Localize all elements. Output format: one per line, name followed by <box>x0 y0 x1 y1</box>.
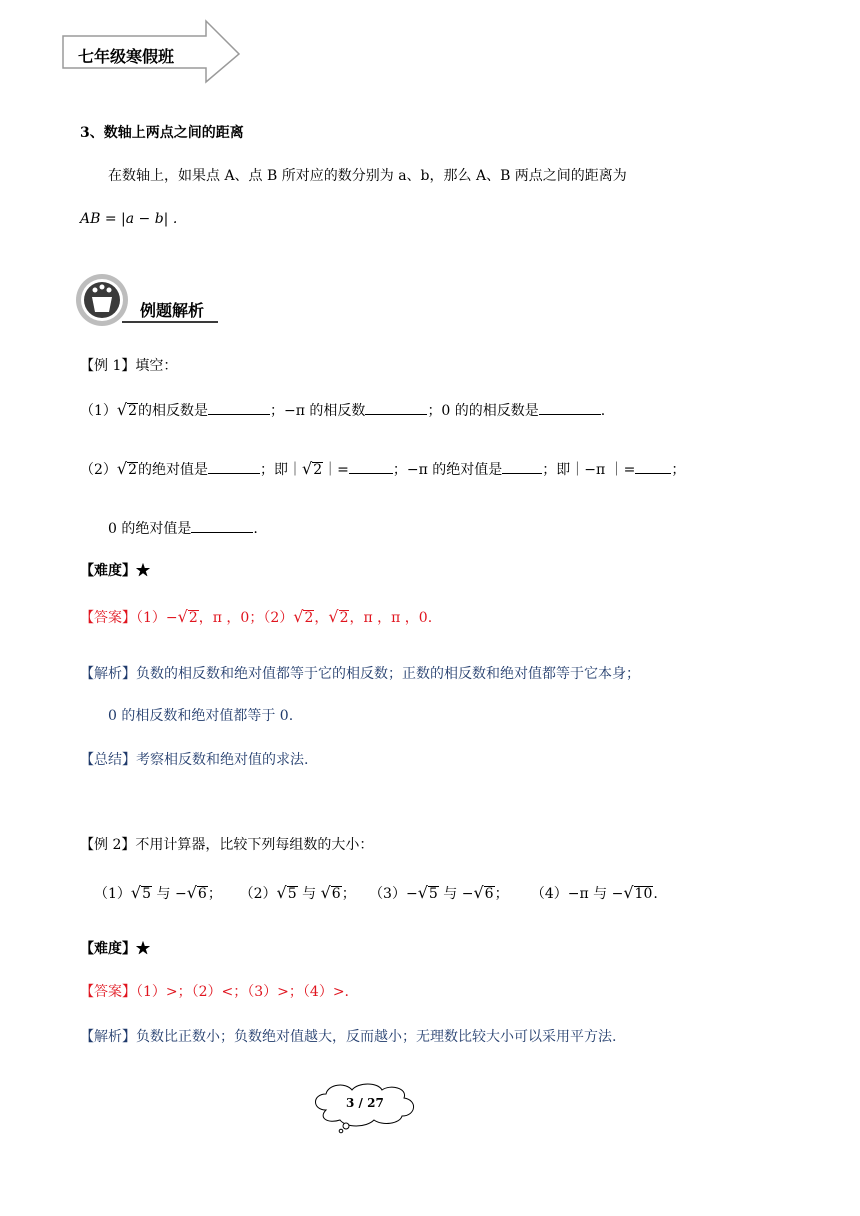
example1-difficulty <box>80 560 150 580</box>
summary-text: 考察相反数和绝对值的求法. <box>136 752 309 768</box>
q2-line2-end: . <box>253 521 258 537</box>
answer-blank <box>349 461 393 474</box>
q2-end: ； <box>671 462 686 478</box>
example1-label: 【例 1】 <box>80 358 136 374</box>
example1-analysis-line2: 0 的相反数和绝对值都等于 0. <box>108 708 294 724</box>
q1-prefix: （1） <box>80 403 117 419</box>
difficulty-label: 【难度】 <box>80 563 136 579</box>
answer-blank <box>502 461 542 474</box>
example1-prompt: 填空： <box>135 358 178 374</box>
example2-answer <box>80 981 349 1001</box>
answer-blank <box>365 402 427 415</box>
q1-end: . <box>600 403 606 419</box>
star-icon: ★ <box>136 941 150 957</box>
answer-label: 【答案】 <box>80 984 136 1000</box>
example1-q2 <box>80 459 685 479</box>
answer-part3: ， <box>314 610 329 626</box>
example1-q2-line2 <box>108 518 258 538</box>
answer-text: （1）>；（2）<；（3）>；（4）>. <box>136 984 350 1000</box>
answer-blank <box>635 461 671 474</box>
page-number: 3 / 27 <box>346 1096 384 1110</box>
answer-part4: ，π ，π ，0. <box>349 610 433 626</box>
example1-heading <box>80 355 177 375</box>
q2-text-c: ｜= <box>323 462 349 478</box>
example2-heading <box>80 834 373 854</box>
sqrt-symbol: √2 <box>116 400 138 419</box>
q2-text-b: ；即｜ <box>260 462 303 478</box>
q1-text-b: ；−π 的相反数 <box>270 403 366 419</box>
difficulty-label: 【难度】 <box>80 941 136 957</box>
analysis-text: 负数比正数小；负数绝对值越大，反而越小；无理数比较大小可以采用平方法. <box>136 1029 617 1045</box>
examples-title: 例题解析 <box>140 301 205 320</box>
answer-blank <box>208 461 260 474</box>
analysis-label: 【解析】 <box>80 1029 136 1045</box>
analysis-line1: 负数的相反数和绝对值都等于它的相反数；正数的相反数和绝对值都等于它本身； <box>136 666 640 682</box>
example2-analysis <box>80 1026 616 1046</box>
sqrt-symbol: √2 <box>302 459 323 478</box>
example1-analysis <box>80 663 640 683</box>
summary-label: 【总结】 <box>80 752 136 768</box>
sqrt-symbol: √2 <box>293 607 314 626</box>
example2-prompt: 不用计算器，比较下列每组数的大小： <box>135 837 374 853</box>
sqrt-symbol: √2 <box>328 607 349 626</box>
example2-items <box>94 883 658 903</box>
analysis-label: 【解析】 <box>80 666 136 682</box>
example1-q1 <box>80 400 605 420</box>
answer-part1: （1）− <box>136 610 178 626</box>
sqrt-symbol: √2 <box>177 607 198 626</box>
example2-label: 【例 2】 <box>80 837 136 853</box>
example2-item-1: （1）√5 与 −√6； <box>94 883 222 902</box>
answer-part2: ，π ，0；（2） <box>198 610 294 626</box>
example1-summary <box>80 749 308 769</box>
answer-blank <box>208 402 270 415</box>
banner-title: 七年级寒假班 <box>78 47 175 66</box>
q2-text-a: 的绝对值是 <box>138 462 209 478</box>
q1-text-a: 的相反数是 <box>138 403 209 419</box>
section-title: 3、数轴上两点之间的距离 <box>80 125 244 141</box>
sqrt-symbol: √2 <box>116 459 138 478</box>
distance-formula: AB = |a − b| . <box>80 211 178 227</box>
q2-text-d: ；−π 的绝对值是 <box>392 462 503 478</box>
answer-blank <box>539 402 601 415</box>
example1-answer <box>80 607 432 627</box>
header-banner <box>58 18 244 84</box>
star-icon: ★ <box>136 563 150 579</box>
q1-text-c: ；0 的的相反数是 <box>427 403 539 419</box>
section-body: 在数轴上，如果点 A、点 B 所对应的数分别为 a、b，那么 A、B 两点之间的距离为 <box>108 168 627 184</box>
answer-blank <box>191 520 253 533</box>
example2-item-2: （2）√5 与 √6； <box>239 883 356 902</box>
q2-text-e: ；即｜−π ｜= <box>542 462 636 478</box>
q2-line2-text: 0 的绝对值是 <box>108 521 192 537</box>
example2-item-4: （4）−π 与 −√10. <box>530 883 658 902</box>
answer-label: 【答案】 <box>80 610 136 626</box>
page-number-cloud <box>308 1080 420 1134</box>
example2-item-3: （3）−√5 与 −√6； <box>369 883 509 902</box>
q2-prefix: （2） <box>80 462 117 478</box>
examples-header <box>74 270 224 330</box>
example2-difficulty <box>80 938 150 958</box>
